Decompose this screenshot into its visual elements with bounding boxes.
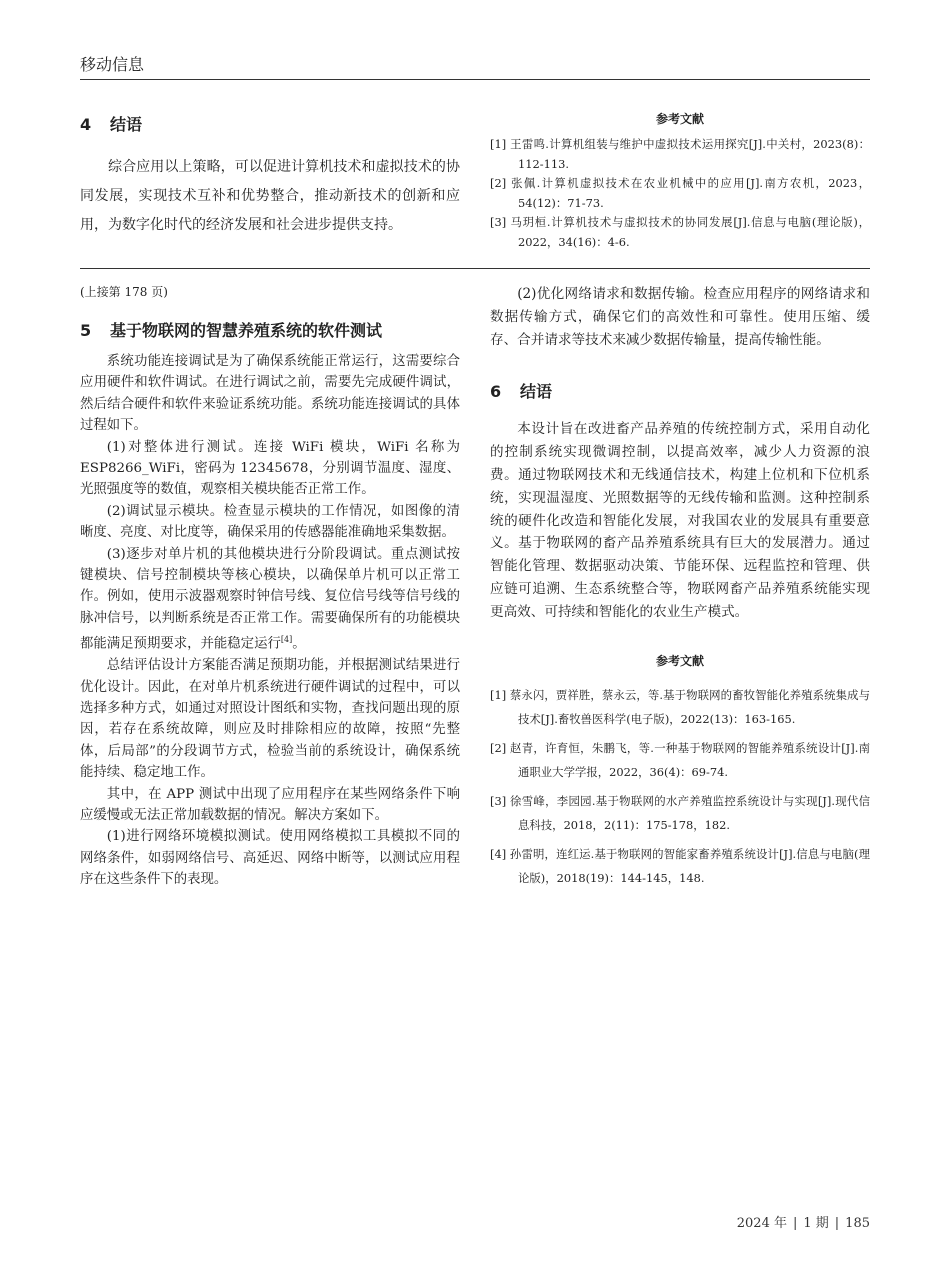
reference-item: [3] 马玥桓.计算机技术与虚拟技术的协同发展[J].信息与电脑(理论版)，2022，34(16)：4-6. (490, 215, 870, 249)
section-6-heading (490, 379, 870, 402)
paragraph: (1)对整体进行测试。连接 WiFi 模块，WiFi 名称为 ESP8266_WiFi，密码为 12345678，分别调节温度、湿度、光照强度等的数值，观察相关模块能否正常工作。 (80, 439, 460, 498)
section-title: 结语 (110, 115, 143, 134)
references-title: 参考文献 (655, 112, 704, 126)
paragraph-text: (3)逐步对单片机的其他模块进行分阶段调试。重点测试按键模块、信号控制模块等核心模块，以确保单片机可以正常工作。例如，使用示波器观察时钟信号线、复位信号线等信号线的脉冲信号，以判断系统是否正常工作。需要确保所有的功能模块都能满足预期要求，并能稳定运行 (80, 546, 460, 652)
section-title: 结语 (520, 382, 553, 402)
reference-item: [4] 孙雷明，连红运.基于物联网的智能家畜养殖系统设计[J].信息与电脑(理论版)，2018(19)：144-145，148. (490, 846, 870, 886)
section-number: 4 (80, 115, 92, 134)
section-6-paragraph: 本设计旨在改进畜产品养殖的传统控制方式，采用自动化的控制系统实现微调控制，以提高效率，减少人力资源的浪费。通过物联网技术和无线通信技术，构建上位机和下位机系统，实现温湿度、光照数据等的无线传输和监测。这种控制系统的硬件化改造和智能化发展，对我国农业的发展具有重要意义。基于物联网的畜产品养殖系统具有巨大的发展潜力。通过智能化管理、数据驱动决策、节能环保、远程监控和管理、供应链可追溯、生态系统整合等，物联网畜产品养殖系统能实现更高效、可持续和智能化的农业生产模式。 (490, 421, 870, 620)
reference-item: [3] 徐雪峰，李园园.基于物联网的水产养殖监控系统设计与实现[J].现代信息科技，2018，2(11)：175-178，182. (490, 793, 870, 833)
reference-item: [2] 赵青，许育恒，朱鹏飞，等.一种基于物联网的智能养殖系统设计[J].南通职业大学学报，2022，36(4)：69-74. (490, 740, 870, 780)
footer-issue: 1 期 (803, 1216, 829, 1231)
citation: [4] (280, 635, 293, 645)
section-number: 5 (80, 321, 92, 340)
top-references (490, 110, 870, 253)
section-number: 6 (490, 382, 502, 402)
right-column (490, 283, 870, 891)
reference-item: [2] 张佩.计算机虚拟技术在农业机械中的应用[J].南方农机，2023，54(12)：71-73. (490, 176, 870, 210)
reference-item: [1] 蔡永闪，贾祥胜，蔡永云，等.基于物联网的畜牧智能化养殖系统集成与技术[J].畜牧兽医科学(电子版)，2022(13)：163-165. (490, 687, 870, 727)
page-number: 185 (845, 1216, 870, 1231)
section-title: 基于物联网的智慧养殖系统的软件测试 (110, 321, 383, 340)
paragraph: 其中，在 APP 测试中出现了应用程序在某些网络条件下响应缓慢或无法正常加载数据的情况。解决方案如下。 (80, 786, 460, 823)
continued-note: (上接第 178 页) (80, 285, 168, 299)
section-4-heading (80, 112, 460, 135)
footer-year: 2024 年 (736, 1216, 787, 1231)
journal-header: 移动信息 (80, 55, 145, 74)
paragraph: 系统功能连接调试是为了确保系统能正常运行，这需要综合应用硬件和软件调试。在进行调试之前，需要先完成硬件调试，然后结合硬件和软件来验证系统功能。系统功能连接调试的具体过程如下。 (80, 354, 460, 434)
paragraph-with-citation: (3)逐步对单片机的其他模块进行分阶段调试。重点测试按键模块、信号控制模块等核心模块，以确保单片机可以正常工作。例如，使用示波器观察时钟信号线、复位信号线等信号线的脉冲信号，以判断系统是否正常工作。需要确保所有的功能模块都能满足预期要求，并能稳定运行[4]。 (80, 546, 460, 652)
paragraph: (1)进行网络环境模拟测试。使用网络模拟工具模拟不同的网络条件，如弱网络信号、高延迟、网络中断等，以测试应用程序在这些条件下的表现。 (80, 829, 460, 888)
paragraph: (2)优化网络请求和数据传输。检查应用程序的网络请求和数据传输方式，确保它们的高效性和可靠性。使用压缩、缓存、合并请求等技术来减少数据传输量，提高传输性能。 (490, 286, 870, 348)
section-4 (80, 112, 460, 240)
header-rule (80, 79, 870, 80)
section-5-heading (80, 318, 460, 341)
references-title: 参考文献 (655, 653, 704, 668)
page-footer: 2024 年 | 1 期 | 185 (736, 1216, 870, 1231)
reference-item: [1] 王雷鸣.计算机组装与维护中虚拟技术运用探究[J].中关村，2023(8)：112-113. (490, 137, 870, 171)
left-column (80, 283, 460, 891)
section-4-paragraph: 综合应用以上策略，可以促进计算机技术和虚拟技术的协同发展，实现技术互补和优势整合，推动新技术的创新和应用，为数字化时代的经济发展和社会进步提供支持。 (80, 159, 460, 233)
section-divider-rule (80, 268, 870, 269)
paragraph: 总结评估设计方案能否满足预期功能，并根据测试结果进行优化设计。因此，在对单片机系统进行硬件调试的过程中，可以选择多种方式，如通过对照设计图纸和实物，查找问题出现的原因，若存在系统故障，则应及时排除相应的故障，按照“先整体，后局部”的分段调节方式，检验当前的系统设计，确保系统能持续、稳定地工作。 (80, 658, 460, 781)
paragraph: (2)调试显示模块。检查显示模块的工作情况，如图像的清晰度、亮度、对比度等，确保采用的传感器能准确地采集数据。 (80, 503, 460, 541)
